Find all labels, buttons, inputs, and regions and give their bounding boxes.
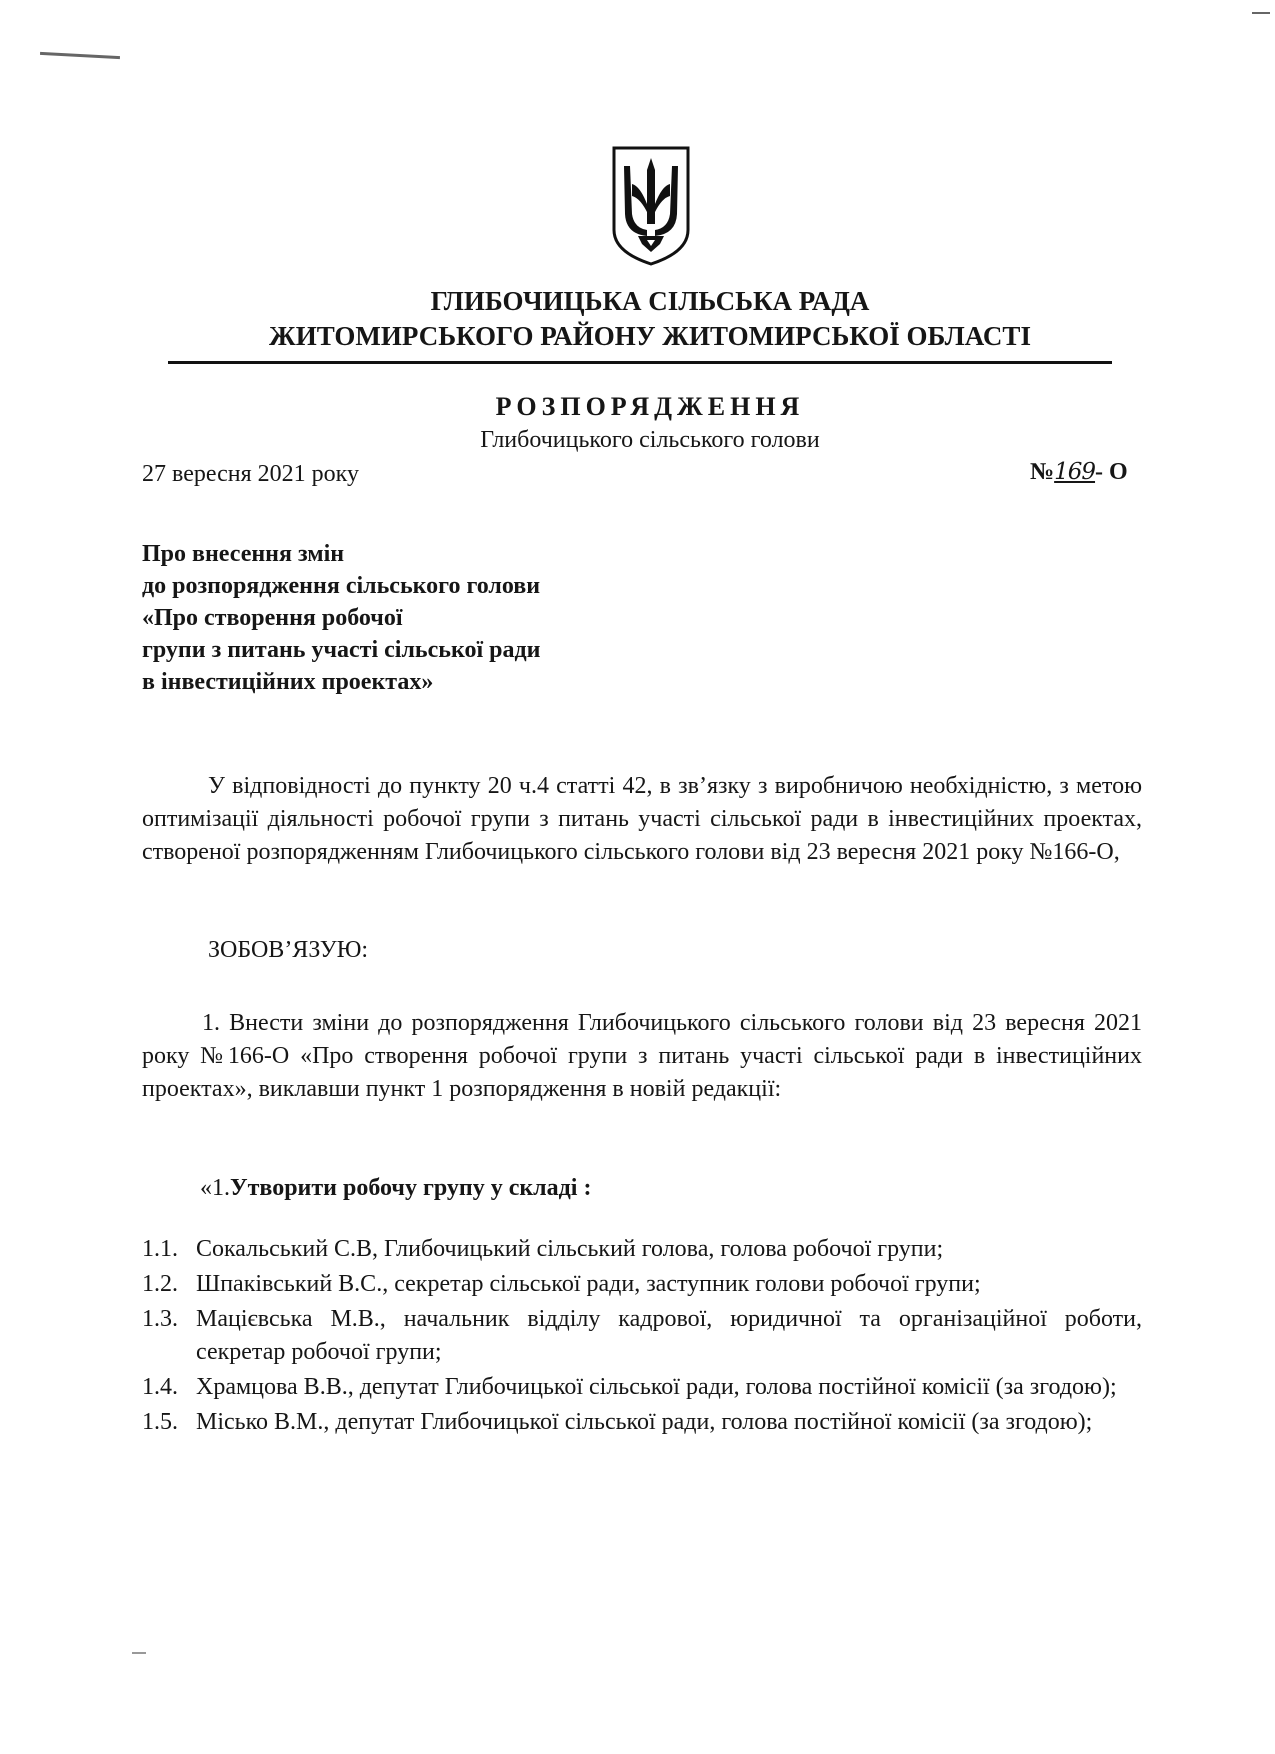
list-item-number: 1.2. <box>142 1271 178 1297</box>
list-item <box>142 1303 1142 1369</box>
resolve-word: ЗОБОВ’ЯЗУЮ: <box>208 937 369 963</box>
list-item <box>142 1268 1142 1301</box>
number-suffix: - О <box>1095 459 1128 485</box>
document-date: 27 вересня 2021 року <box>142 461 359 487</box>
scan-mark <box>40 52 120 59</box>
document-issuer: Глибочицького сільського голови <box>480 427 820 453</box>
subject-line: до розпорядження сільського голови <box>142 573 541 599</box>
coat-of-arms-trident-icon <box>610 144 692 268</box>
list-item-number: 1.5. <box>142 1409 178 1435</box>
organization-district: ЖИТОМИРСЬКОГО РАЙОНУ ЖИТОМИРСЬКОЇ ОБЛАСТІ <box>269 321 1031 351</box>
organization-name: ГЛИБОЧИЦЬКА СІЛЬСЬКА РАДА <box>430 286 870 316</box>
members-list <box>142 1233 1142 1441</box>
preamble-paragraph: У відповідності до пункту 20 ч.4 статті 42, в зв’язку з виробничою необхідністю, з метою оптимізації діяльності робочої групи з питань участі сільської ради в інвестиційних проектах, створеної розпорядженням Глибочицького сільського голови від 23 вересня 2021 року №166-О, <box>142 773 1142 865</box>
number-handwritten: 169 <box>1054 459 1096 485</box>
list-item-text: Місько В.М., депутат Глибочицької сільської ради, голова постійної комісії (за згодою); <box>196 1409 1093 1435</box>
list-item <box>142 1406 1142 1439</box>
document-subject <box>142 538 702 698</box>
list-item <box>142 1371 1142 1404</box>
scan-mark <box>132 1652 146 1654</box>
point-1-1-text: Утворити робочу групу у складі : <box>230 1175 592 1201</box>
subject-line: в інвестиційних проектах» <box>142 669 434 695</box>
scan-mark <box>1252 12 1270 14</box>
point-1-1-heading <box>200 1172 1100 1205</box>
point-1-1-prefix: «1. <box>200 1175 230 1201</box>
document-type: РОЗПОРЯДЖЕННЯ <box>495 392 805 421</box>
list-item <box>142 1233 1142 1266</box>
list-item-number: 1.3. <box>142 1306 178 1332</box>
number-prefix: № <box>1030 459 1055 485</box>
header-divider <box>168 361 1112 364</box>
list-item-number: 1.1. <box>142 1236 178 1262</box>
list-item-text: Шпаківський В.С., секретар сільської ради, заступник голови робочої групи; <box>196 1271 981 1297</box>
list-item-text: Храмцова В.В., депутат Глибочицької сільської ради, голова постійної комісії (за згодою); <box>196 1374 1117 1400</box>
point-1-paragraph: 1. Внести зміни до розпорядження Глибочицького сільського голови від 23 вересня 2021 року №166-О «Про створення робочої групи з питань участі сільської ради в інвестиційних проектах», виклавши пункт 1 розпорядження в новій редакції: <box>142 1010 1142 1102</box>
list-item-text: Мацієвська М.В., начальник відділу кадрової, юридичної та організаційної роботи, секретар робочої групи; <box>196 1306 1142 1365</box>
list-item-text: Сокальський С.В, Глибочицький сільський голова, голова робочої групи; <box>196 1236 944 1262</box>
document-number <box>1030 455 1128 489</box>
subject-line: групи з питань участі сільської ради <box>142 637 541 663</box>
subject-line: «Про створення робочої <box>142 605 403 631</box>
list-item-number: 1.4. <box>142 1374 178 1400</box>
subject-line: Про внесення змін <box>142 541 345 567</box>
